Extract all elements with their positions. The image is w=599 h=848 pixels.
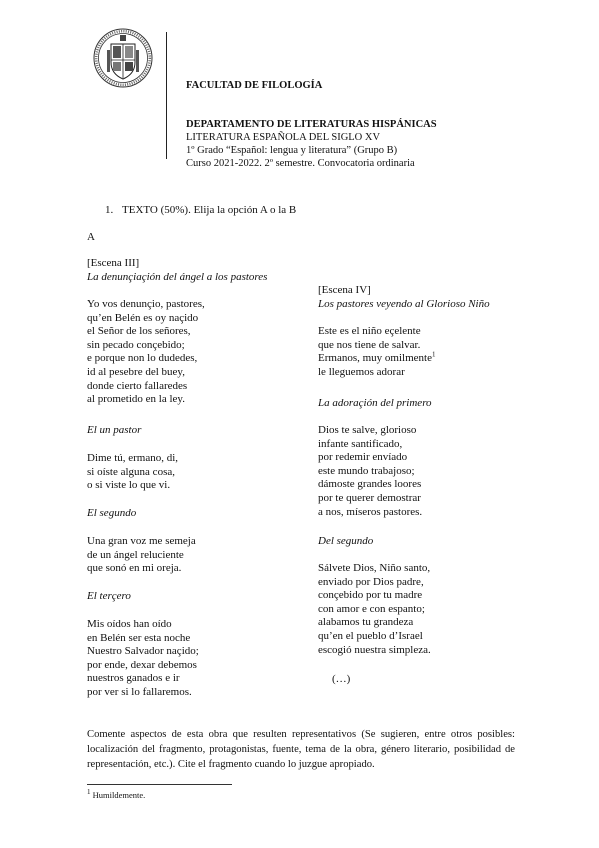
left-scene-title: La denunçiaçión del ángel a los pastores xyxy=(87,271,268,283)
footnote xyxy=(87,790,145,800)
verse-line: Nuestro Salvador naçido; xyxy=(87,645,199,658)
footnote-mark: 1 xyxy=(87,788,91,797)
verse-line: qu’en el pueblo d’Israel xyxy=(318,629,423,642)
left-speaker-1: El un pastor xyxy=(87,424,142,436)
session-line: Curso 2021-2022. 2º semestre. Convocatoria ordinaria xyxy=(186,158,415,169)
verse-line: que nos tiene de salvar. xyxy=(318,338,421,351)
verse-line-with-footnote xyxy=(318,352,435,366)
footnote-reference[interactable]: 1 xyxy=(431,350,436,359)
ellipsis: (…) xyxy=(332,673,351,685)
university-seal-logo xyxy=(93,28,153,88)
right-speaker-2: Del segundo xyxy=(318,535,374,547)
left-stanza-2 xyxy=(87,452,178,493)
right-scene-label: [Escena IV] xyxy=(318,284,371,296)
right-scene-title: Los pastores veyendo al Glorioso Niño xyxy=(318,298,490,310)
left-scene-label: [Escena III] xyxy=(87,257,140,269)
verse-line: dámoste grandes loores xyxy=(318,478,422,491)
right-stanza-2 xyxy=(318,424,422,519)
verse-line: si oíste alguna cosa, xyxy=(87,465,175,478)
verse-line: enviado por Dios padre, xyxy=(318,575,424,588)
verse-line: a nos, míseros pastores. xyxy=(318,505,423,518)
question-number: 1. xyxy=(105,204,114,216)
instructions-paragraph: Comente aspectos de esta obra que resulten representativos (Se sugieren, entre otros posibles: localización del fragmento, protagonistas, fuente, tema de la obra, género literario, posibilidad de representación, etc.). Cite el fragmento cuando lo juzgue apropiado. xyxy=(87,729,515,770)
course-name: LITERATURA ESPAÑOLA DEL SIGLO XV xyxy=(186,132,381,143)
left-stanza-4 xyxy=(87,618,199,700)
verse-line: infante santificado, xyxy=(318,437,403,450)
verse-line: id al pesebre del buey, xyxy=(87,365,185,378)
right-stanza-3 xyxy=(318,562,431,657)
verse-line: nuestros ganados e ir xyxy=(87,672,180,685)
degree-line: 1º Grado “Español: lengua y literatura” (Grupo B) xyxy=(186,145,398,156)
verse-line: donde cierto fallaredes xyxy=(87,379,188,392)
footnote-separator xyxy=(87,784,232,785)
left-stanza-3 xyxy=(87,535,196,576)
verse-line: conçebido por tu madre xyxy=(318,589,423,602)
header-divider xyxy=(166,32,167,159)
verse-line: alabamos tu grandeza xyxy=(318,616,414,629)
verse-line: con amor e con espanto; xyxy=(318,602,425,615)
verse-line: por redemir envíado xyxy=(318,451,408,464)
footnote-text: Humildemente. xyxy=(92,790,146,800)
left-speaker-2: El segundo xyxy=(87,507,137,519)
verse-line: sin pecado conçebido; xyxy=(87,338,185,351)
department-name: DEPARTAMENTO DE LITERATURAS HISPÁNICAS xyxy=(186,119,437,130)
verse-line: en Belén ser esta noche xyxy=(87,631,191,644)
verse-line: el Señor de los señores, xyxy=(87,325,191,338)
verse-line: Mis oídos han oído xyxy=(87,618,172,630)
left-stanza-1 xyxy=(87,298,205,407)
right-speaker-1: La adoraçión del primero xyxy=(318,397,432,409)
verse-line: o si viste lo que vi. xyxy=(87,479,171,492)
verse-line: este mundo trabajoso; xyxy=(318,464,415,477)
option-label: A xyxy=(87,231,95,243)
verse-line-text: Ermanos, muy omilmente xyxy=(318,352,432,365)
verse-line: al prometido en la ley. xyxy=(87,393,185,406)
verse-line: de un ángel reluciente xyxy=(87,548,184,561)
verse-line: Dios te salve, glorioso xyxy=(318,424,417,436)
verse-line: qu’en Belén es oy naçido xyxy=(87,311,199,324)
verse-line: por ende, dexar debemos xyxy=(87,658,197,671)
verse-line: Este es el niño eçelente xyxy=(318,325,421,337)
verse-line: escogió nuestra simpleza. xyxy=(318,643,431,656)
faculty-name: FACULTAD DE FILOLOGÍA xyxy=(186,80,323,91)
verse-line: Dime tú, ermano, di, xyxy=(87,452,179,464)
left-speaker-3: El terçero xyxy=(87,590,131,602)
question-text: TEXTO (50%). Elija la opción A o la B xyxy=(122,204,297,216)
verse-line: e porque non lo dudedes, xyxy=(87,352,198,365)
verse-line: que sonó en mi oreja. xyxy=(87,562,182,575)
verse-line: Sálvete Dios, Niño santo, xyxy=(318,562,431,574)
verse-line: Una gran voz me semeja xyxy=(87,535,196,547)
right-stanza-1 xyxy=(318,325,435,379)
verse-line: por te querer demostrar xyxy=(318,491,421,504)
verse-line: por ver si lo fallaremos. xyxy=(87,685,192,698)
verse-line: Yo vos denunçio, pastores, xyxy=(87,298,205,310)
verse-line: le lleguemos adorar xyxy=(318,365,405,378)
